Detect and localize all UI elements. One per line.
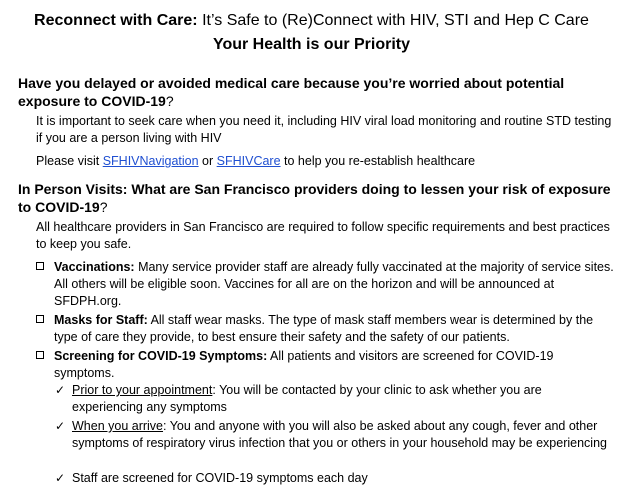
page-subtitle: Your Health is our Priority: [212, 36, 411, 53]
list-item-vaccinations: [36, 259, 616, 310]
section1-question-mark: ?: [165, 93, 174, 109]
page-title-bold: Reconnect with Care:: [34, 12, 198, 29]
item-label: Vaccinations:: [54, 260, 135, 274]
sub-item-text: Staff are screened for COVID-19 symptoms each day: [72, 471, 368, 485]
item-text: All staff wear masks. The type of mask staff members wear is determined by the type of care they provide, to best ensure their safety and the safety of our patients.: [54, 313, 594, 344]
section1-heading: [18, 74, 618, 110]
item-label: Masks for Staff:: [54, 313, 148, 327]
sub-item-label: When you arrive: [72, 419, 164, 433]
checkmark-icon: ✓: [55, 471, 66, 485]
sub-item-text: : You and anyone with you will also be asked about any cough, fever and other symptoms of respiratory virus infection that you or others in your household may be experiencing: [72, 419, 607, 450]
sub-item-staff-screened: [55, 470, 615, 487]
page-title: [0, 11, 623, 31]
sub-item-when-arrive: [55, 418, 615, 452]
links-mid: or: [198, 154, 217, 168]
links-suffix: to help you re-establish healthcare: [280, 154, 476, 168]
section2-heading: [18, 180, 618, 216]
empty-checkbox-icon: [36, 351, 44, 359]
sfhivcare-link[interactable]: SFHIVCare: [216, 154, 281, 168]
section2-question: In Person Visits: What are San Francisco providers doing to lessen your risk of exposure to COVID-19: [18, 181, 611, 215]
section2-question-mark: ?: [99, 199, 108, 215]
list-item-masks: [36, 312, 616, 346]
section1-paragraph: It is important to seek care when you need it, including HIV viral load monitoring and routine STD testing if you are a person living with HIV: [36, 114, 612, 145]
links-prefix: Please visit: [36, 154, 103, 168]
item-text: Many service provider staff are already fully vaccinated at the majority of service sites. All others will be eligible soon. Vaccines for all are on the horizon and will be announced at SFDPH.org.: [54, 260, 614, 308]
item-label: Screening for COVID-19 Symptoms:: [54, 349, 268, 363]
sub-item-text: : You will be contacted by your clinic to ask whether you are experiencing any symptoms: [72, 383, 542, 414]
checkmark-icon: ✓: [55, 383, 66, 397]
sfhivnavigation-link[interactable]: SFHIVNavigation: [102, 154, 199, 168]
section2-intro: All healthcare providers in San Francisco are required to follow specific requirements and best practices to keep you safe.: [36, 220, 610, 251]
checkmark-icon: ✓: [55, 419, 66, 433]
sub-item-prior-appointment: [55, 382, 615, 416]
page-title-rest: It’s Safe to (Re)Connect with HIV, STI and Hep C Care: [197, 12, 589, 29]
empty-checkbox-icon: [36, 315, 44, 323]
section1-links-paragraph: [36, 153, 616, 170]
section1-question: Have you delayed or avoided medical care because you’re worried about potential exposure to COVID-19: [18, 75, 565, 109]
list-item-screening: [36, 348, 616, 382]
sub-item-label: Prior to your appointment: [72, 383, 213, 397]
empty-checkbox-icon: [36, 262, 44, 270]
item-text: All patients and visitors are screened for COVID-19 symptoms.: [54, 349, 554, 380]
